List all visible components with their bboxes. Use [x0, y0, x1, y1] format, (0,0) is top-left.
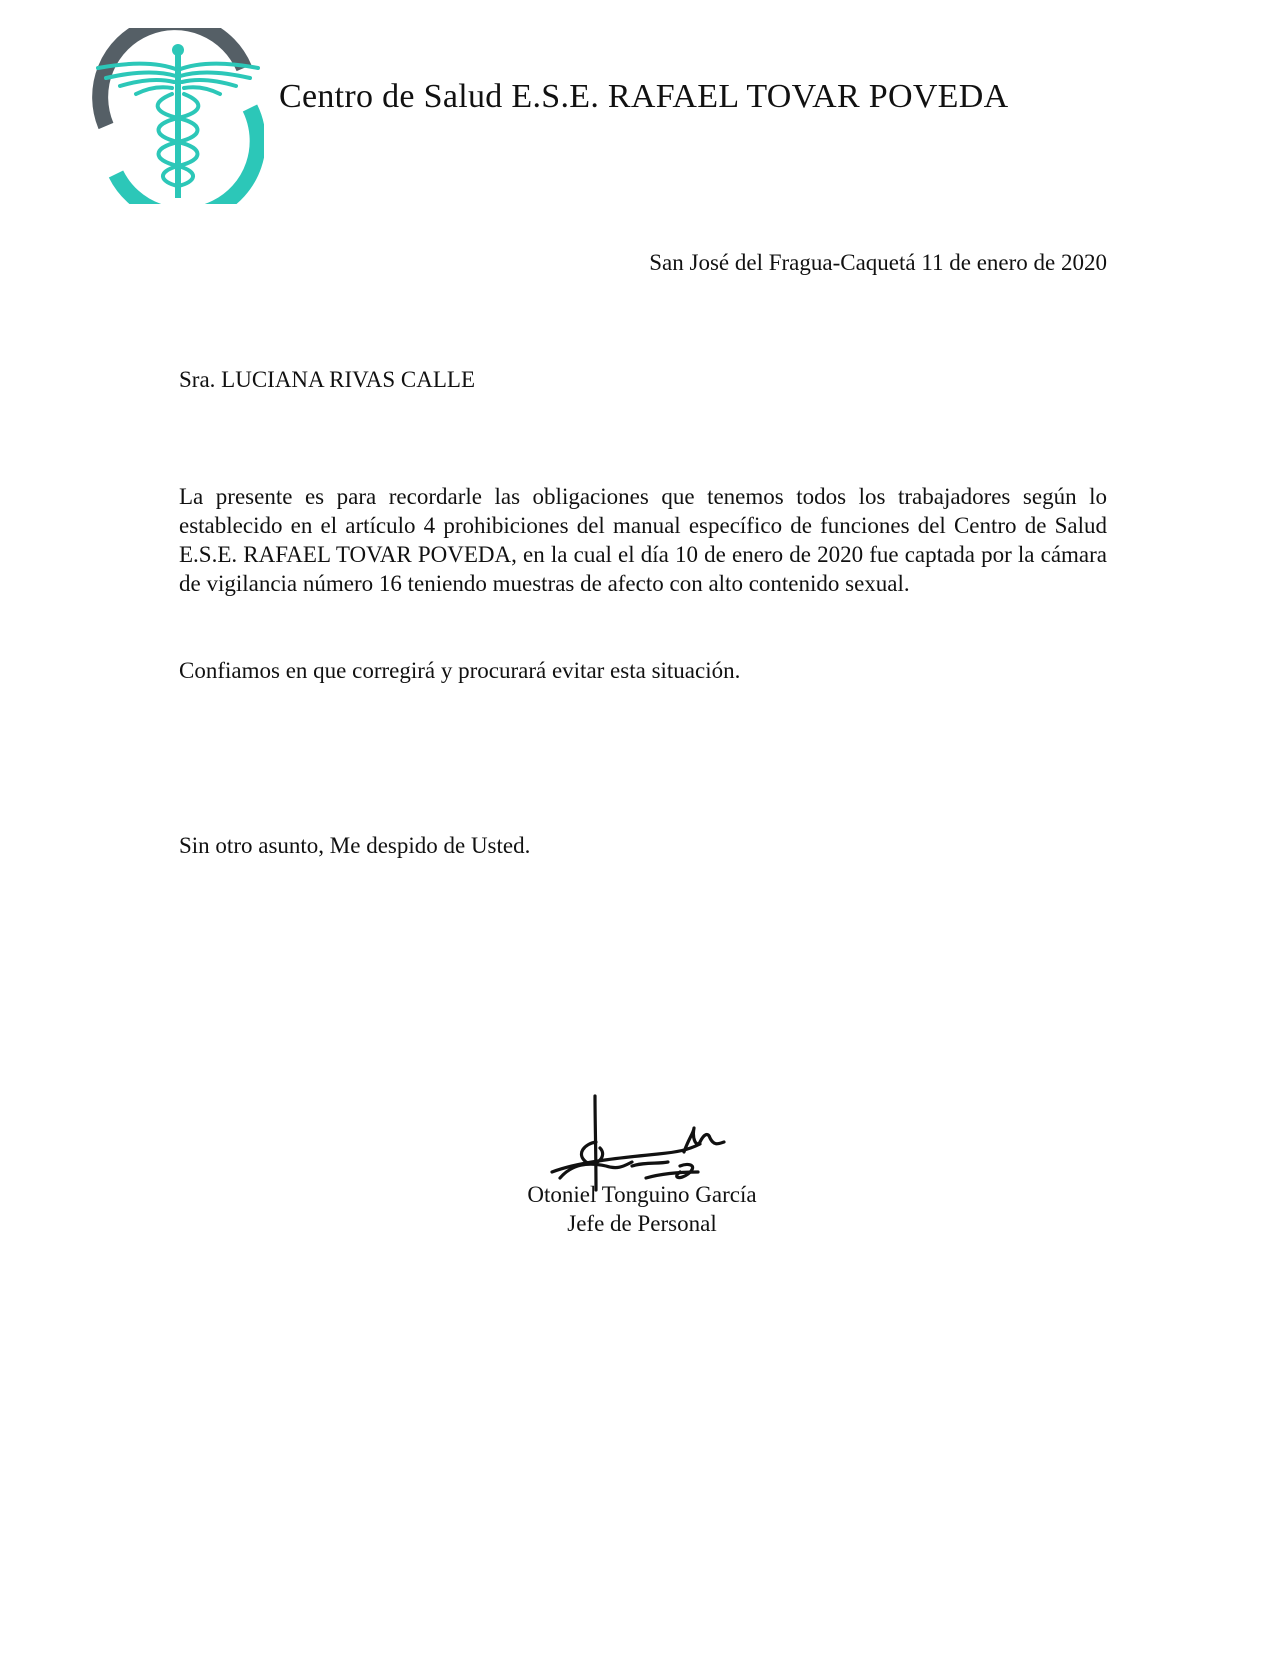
- closing-line: Sin otro asunto, Me despido de Usted.: [179, 833, 531, 858]
- recipient: Sra. LUCIANA RIVAS CALLE: [179, 367, 476, 392]
- signer-title: Jefe de Personal: [567, 1211, 717, 1236]
- place-date: San José del Fragua-Caquetá 11 de enero de 2020: [649, 250, 1107, 275]
- body-paragraph: Confiamos en que corregirá y procurará evitar esta situación.: [179, 658, 741, 683]
- organization-name: Centro de Salud E.S.E. RAFAEL TOVAR POVEDA: [279, 78, 1009, 115]
- signer-name: Otoniel Tonguino García: [527, 1182, 757, 1207]
- caduceus-logo-icon: [92, 28, 264, 204]
- body-paragraph: La presente es para recordarle las obligaciones que tenemos todos los trabajadores según lo establecido en el artículo 4 prohibiciones del manual específico de funciones del Centro de Salud E.S.E. RAFAEL TOVAR POVEDA, en la cual el día 10 de enero de 2020 fue captada por la cámara de vigilancia número 16 teniendo muestras de afecto con alto contenido sexual.: [179, 484, 1107, 596]
- handwritten-signature-icon: [548, 1092, 748, 1194]
